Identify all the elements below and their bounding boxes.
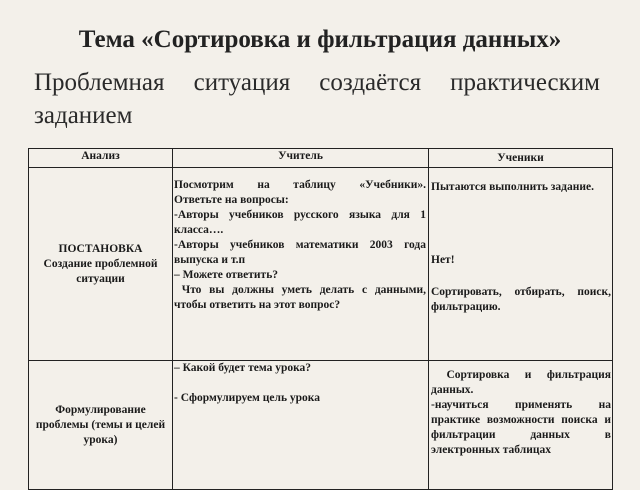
student-line: Нет! xyxy=(431,254,455,266)
table-header-row xyxy=(29,149,613,168)
student-line: Пытаются выполнить задание. xyxy=(431,181,594,193)
analysis-text: Создание проблемной ситуации xyxy=(43,257,158,285)
teacher-line: – Какой будет тема урока? xyxy=(174,362,312,374)
cell-students-formulation xyxy=(429,361,613,490)
teacher-line: Посмотрим на таблицу «Учебники». xyxy=(174,179,426,191)
student-line: Сортировка и фильтрация данных. xyxy=(431,369,614,396)
cell-teacher-statement xyxy=(173,168,429,361)
cell-teacher-formulation xyxy=(173,361,429,490)
header-students: Ученики xyxy=(429,149,613,168)
header-analysis: Анализ xyxy=(29,149,173,168)
teacher-line: -Авторы учебников русского языка для 1 класса…. xyxy=(174,209,426,236)
cell-analysis-statement xyxy=(29,168,173,361)
slide-subtitle: Проблемная ситуация создаётся практическим заданием xyxy=(34,69,600,129)
cell-students-statement xyxy=(429,168,613,361)
teacher-line: - Сформулируем цель урока xyxy=(174,392,321,404)
teacher-line: -Авторы учебников математики 2003 года выпуска и т.п xyxy=(174,239,426,266)
teacher-line: Что вы должны уметь делать с данными, чтобы ответить на этот вопрос? xyxy=(174,284,429,311)
table-row xyxy=(29,361,613,490)
header-teacher: Учитель xyxy=(173,149,429,168)
analysis-text: Формулирование проблемы (темы и целей урока) xyxy=(35,403,166,446)
lesson-table xyxy=(28,148,613,490)
teacher-line: Ответьте на вопросы: xyxy=(174,194,289,206)
slide-title: Тема «Сортировка и фильтрация данных» xyxy=(78,26,562,53)
table-row xyxy=(29,168,613,361)
student-line: Сортировать, отбирать, поиск, фильтрацию. xyxy=(431,286,611,313)
cell-analysis-formulation xyxy=(29,361,173,490)
student-line: -научиться применять на практике возможности поиска и фильтрации данных в электронных таблицах xyxy=(431,399,611,456)
teacher-line: – Можете ответить? xyxy=(174,269,279,281)
analysis-heading: ПОСТАНОВКА xyxy=(58,242,143,255)
